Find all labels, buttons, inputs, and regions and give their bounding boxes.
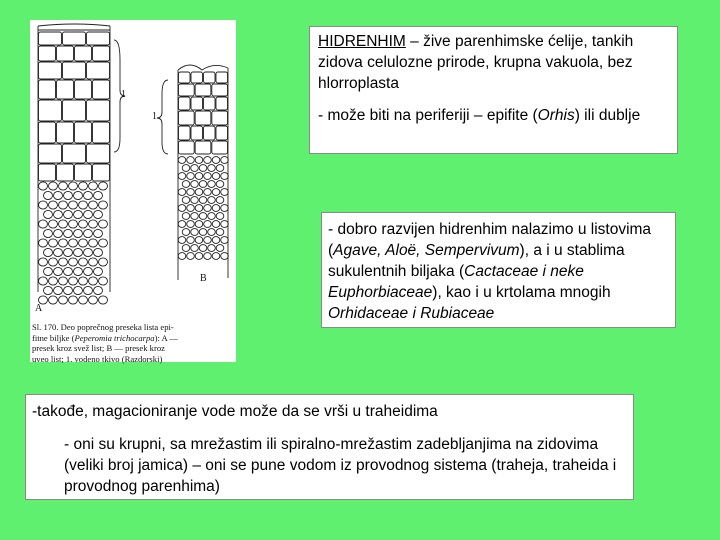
tracheids-box — [25, 394, 634, 500]
caption-line-3: presek kroz svež list; B — presek kroz — [32, 343, 165, 353]
occurrence-paragraph: - dobro razvijen hidrenhim nalazimo u listovima (Agave, Aloë, Sempervivum), a i u stablima sukulentnih biljaka (Cactaceae i neke Euphorbiaceae), kao i u krtolama mnogih Orhidaceae i Rubiaceae — [328, 221, 652, 322]
section-a-drawing — [38, 24, 110, 304]
definition-paragraph: HIDRENHIM – žive parenhimske ćelije, tankih zidova celulozne prirode, krupna vakuola, bez hlorroplasta — [318, 33, 634, 92]
label-a: A — [35, 303, 43, 314]
caption-line-2: fitne biljke (Peperomia trichocarpa): A — — [32, 332, 179, 343]
term-hidrenhim: HIDRENHIM — [318, 33, 406, 50]
label-b: B — [200, 273, 207, 284]
section-b-drawing — [178, 65, 228, 280]
label-1-left: 1 — [121, 89, 126, 100]
caption-line-1: Sl. 170. Deo poprečnog preseka lista epi- — [32, 322, 174, 332]
location-paragraph: - može biti na periferiji – epifite (Orhis) ili dublje — [318, 107, 641, 124]
figure-caption — [32, 322, 236, 364]
figure-illustration — [30, 20, 236, 362]
tracheids-detail: - oni su krupni, sa mrežastim ili spiralno-mrežastim zadebljanjima na zidovima (veliki broj jamica) – oni se pune vodom iz provodnog sistema (traheja, traheida i provodnog parenhima) — [64, 436, 617, 495]
occurrence-box — [321, 212, 676, 328]
caption-line-4: uveo list; 1. vodeno tkivo (Razdorski) — [32, 353, 163, 364]
tracheids-line: -takođe, magacioniranje vode može da se vrši u traheidima — [32, 403, 438, 420]
label-1-right: 1 — [152, 111, 157, 122]
hydrenchyma-definition-box — [309, 26, 678, 154]
